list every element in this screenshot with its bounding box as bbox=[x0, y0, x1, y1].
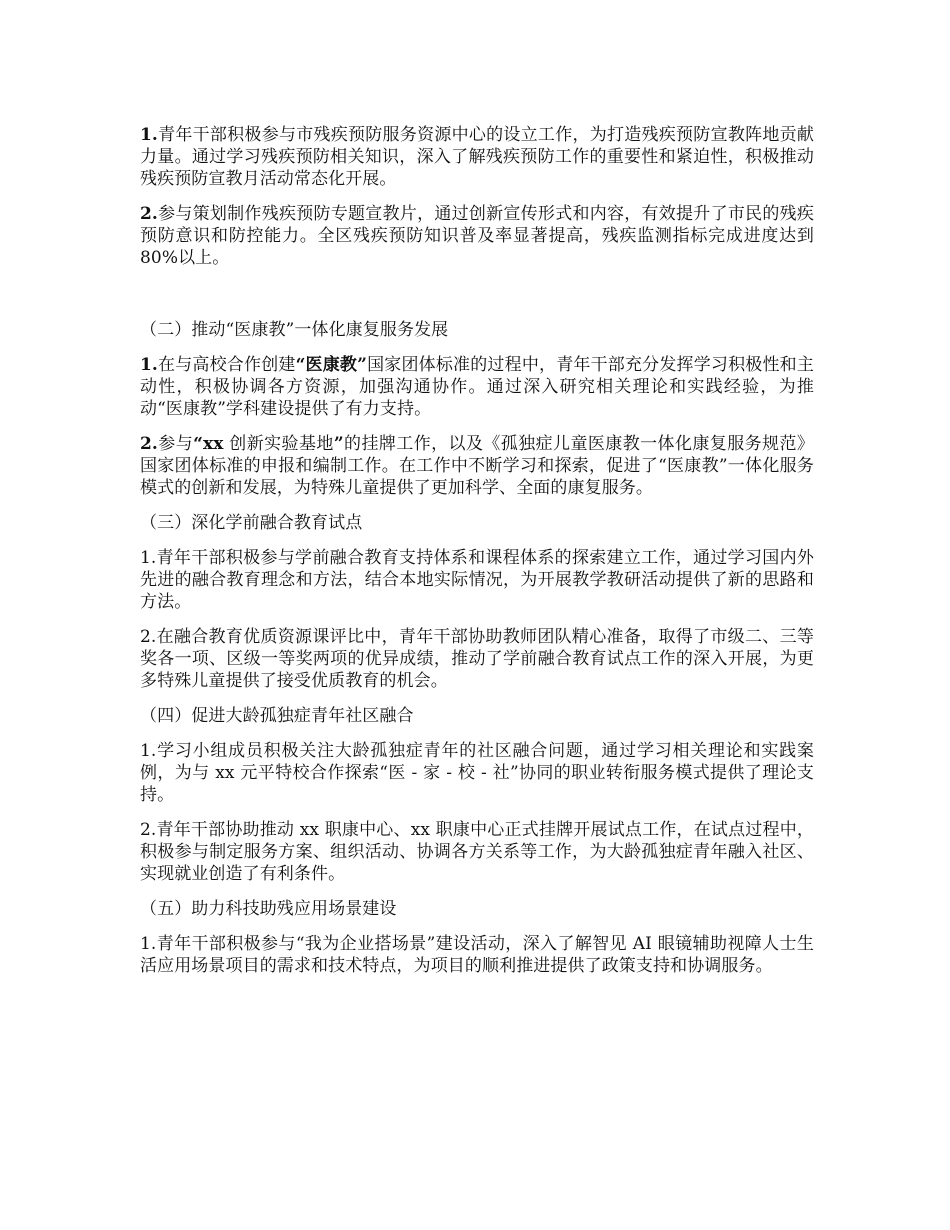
paragraph-7: 1.学习小组成员积极关注大龄孤独症青年的社区融合问题，通过学习相关理论和实践案例，为与 xx 元平特校合作探索“医 - 家 - 校 - 社”协同的职业转衔服务模式提供了理论支持。 bbox=[140, 741, 814, 805]
paragraph-4 bbox=[140, 433, 814, 499]
paragraph-text-mid: 创新实验基地 bbox=[223, 434, 334, 454]
paragraph-quote: “医康教” bbox=[295, 355, 367, 375]
paragraph-text-pre: 参与 bbox=[157, 434, 194, 454]
paragraph-number: 1. bbox=[140, 355, 158, 375]
paragraph-6: 2.在融合教育优质资源课评比中，青年干部协助教师团队精心准备，取得了市级二、三等奖各一项、区级一等奖两项的优异成绩，推动了学前融合教育试点工作的深入开展，为更多特殊儿童提供了接受优质教育的机会。 bbox=[140, 627, 814, 691]
paragraph-3 bbox=[140, 354, 814, 420]
section-heading-5: （五）助力科技助残应用场景建设 bbox=[140, 899, 397, 919]
paragraph-1 bbox=[140, 124, 814, 190]
paragraph-quote-open: “xx bbox=[193, 434, 224, 454]
paragraph-text: 青年干部积极参与市残疾预防服务资源中心的设立工作，为打造残疾预防宣教阵地贡献力量。通过学习残疾预防相关知识，深入了解残疾预防工作的重要性和紧迫性，积极推动残疾预防宣教月活动常态化开展。 bbox=[140, 125, 814, 189]
paragraph-text: 参与策划制作残疾预防专题宣教片，通过创新宣传形式和内容，有效提升了市民的残疾预防意识和防控能力。全区残疾预防知识普及率显著提高，残疾监测指标完成进度达到 80%以上。 bbox=[140, 204, 814, 268]
paragraph-8: 2.青年干部协助推动 xx 职康中心、xx 职康中心正式挂牌开展试点工作，在试点过程中，积极参与制定服务方案、组织活动、协调各方关系等工作，为大龄孤独症青年融入社区、实现就业创造了有利条件。 bbox=[140, 820, 814, 884]
section-heading-2: （二）推动“医康教”一体化康复服务发展 bbox=[140, 320, 449, 340]
section-heading-3: （三）深化学前融合教育试点 bbox=[140, 513, 363, 533]
paragraph-9: 1.青年干部积极参与“我为企业搭场景”建设活动，深入了解智见 AI 眼镜辅助视障人士生活应用场景项目的需求和技术特点，为项目的顺利推进提供了政策支持和协调服务。 bbox=[140, 934, 814, 976]
paragraph-number: 2. bbox=[140, 204, 158, 224]
paragraph-text-post: 国家团体标准的过程中，青年干部充分发挥学习积极性和主动性，积极协调各方资源，加强沟通协作。通过深入研究相关理论和实践经验，为推动“医康教”学科建设提供了有力支持。 bbox=[140, 355, 814, 419]
paragraph-number: 1. bbox=[140, 125, 158, 145]
paragraph-text-pre: 在与高校合作创建 bbox=[157, 355, 296, 375]
paragraph-number: 2. bbox=[140, 434, 158, 454]
paragraph-text-post: 的挂牌工作，以及《孤独症儿童医康教一体化康复服务规范》国家团体标准的申报和编制工作。在工作中不断学习和探索，促进了“医康教”一体化服务模式的创新和发展，为特殊儿童提供了更加科学、全面的康复服务。 bbox=[140, 434, 814, 498]
document-page bbox=[140, 124, 814, 990]
section-heading-4: （四）促进大龄孤独症青年社区融合 bbox=[140, 706, 414, 726]
paragraph-2 bbox=[140, 203, 814, 269]
paragraph-quote-close: ” bbox=[333, 434, 344, 454]
paragraph-5: 1.青年干部积极参与学前融合教育支持体系和课程体系的探索建立工作，通过学习国内外先进的融合教育理念和方法，结合本地实际情况，为开展教学教研活动提供了新的思路和方法。 bbox=[140, 548, 814, 612]
